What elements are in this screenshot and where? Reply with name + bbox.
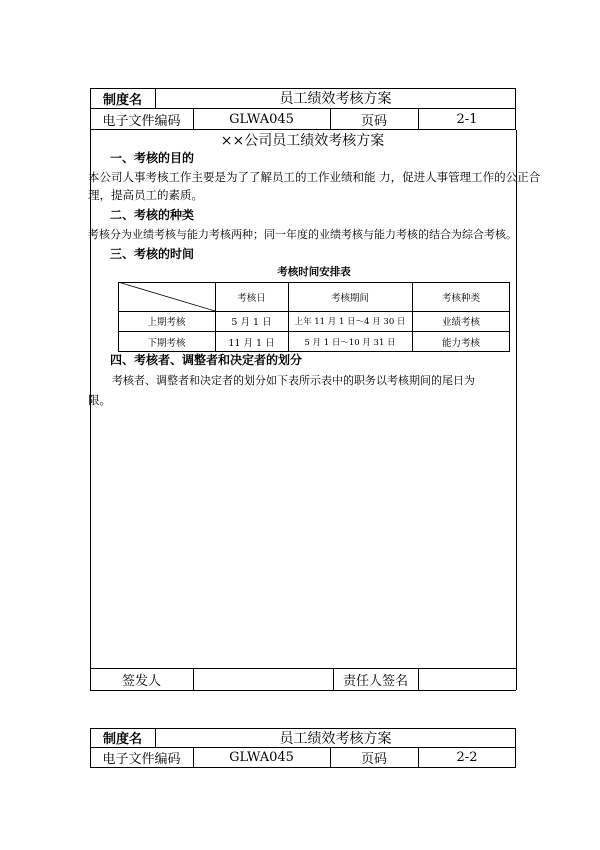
schedule-table-title: 考核时间安排表 <box>277 266 351 278</box>
section-4-text-line-1: 考核者、调整者和决定者的划分如下表所示表中的职务以考核期间的尾日为 <box>112 374 475 387</box>
issuer-signature-field <box>193 668 333 690</box>
row-1-date: 5 月 1 日 <box>231 317 272 328</box>
doc-name-label: 制度名 <box>102 92 142 108</box>
page-title: ××公司员工绩效考核方案 <box>220 133 385 149</box>
issuer-label: 签发人 <box>121 673 161 689</box>
file-code-value-2: GLWA045 <box>229 750 294 765</box>
section-1-heading: 一、考核的目的 <box>110 151 195 165</box>
row-2-date: 11 月 1 日 <box>228 337 275 349</box>
row-2-type: 能力考核 <box>441 337 480 349</box>
responsible-signature-label: 责任人签名 <box>342 673 408 689</box>
section-4-text-line-2: 限。 <box>88 393 111 407</box>
row-1-label: 上期考核 <box>147 317 186 328</box>
section-1-text-line-1: 本公司人事考核工作主要是为了了解员工的工作业绩和能 力，促进人事管理工作的公正合 <box>88 170 541 184</box>
page-number-label-2: 页码 <box>360 752 387 767</box>
row-2-period: 5 月 1 日～10 月 31 日 <box>304 337 396 348</box>
doc-name-value: 员工绩效考核方案 <box>279 91 392 107</box>
header-exam-type: 考核种类 <box>441 292 480 304</box>
responsible-signature-field <box>418 668 516 690</box>
section-4-heading: 四、考核者、调整者和决定者的划分 <box>110 353 303 367</box>
section-3-heading: 三、考核的时间 <box>110 247 195 261</box>
header-exam-period: 考核期间 <box>330 292 369 304</box>
doc-name-label-2: 制度名 <box>102 732 142 747</box>
row-2-label: 下期考核 <box>147 337 186 349</box>
section-2-heading: 二、考核的种类 <box>110 208 195 222</box>
file-code-label-2: 电子文件编码 <box>102 752 181 767</box>
header-exam-date: 考核日 <box>237 292 266 304</box>
doc-name-value-2: 员工绩效考核方案 <box>279 730 392 747</box>
file-code-label: 电子文件编码 <box>102 113 181 129</box>
page-number-value: 2-1 <box>456 111 478 127</box>
section-2-text: 考核分为业绩考核与能力考核两种；同一年度的业绩考核与能力考核的结合为综合考核。 <box>88 228 517 241</box>
row-1-type: 业绩考核 <box>441 317 480 328</box>
diagonal-header-cell <box>118 282 215 311</box>
row-1-period: 上年 11 月 1 日～4 月 30 日 <box>294 317 406 327</box>
page-number-value-2: 2-2 <box>456 750 478 765</box>
file-code-value: GLWA045 <box>229 111 294 127</box>
section-1-text-line-2: 理，提高员工的素质。 <box>88 188 203 202</box>
page-number-label: 页码 <box>360 113 387 129</box>
